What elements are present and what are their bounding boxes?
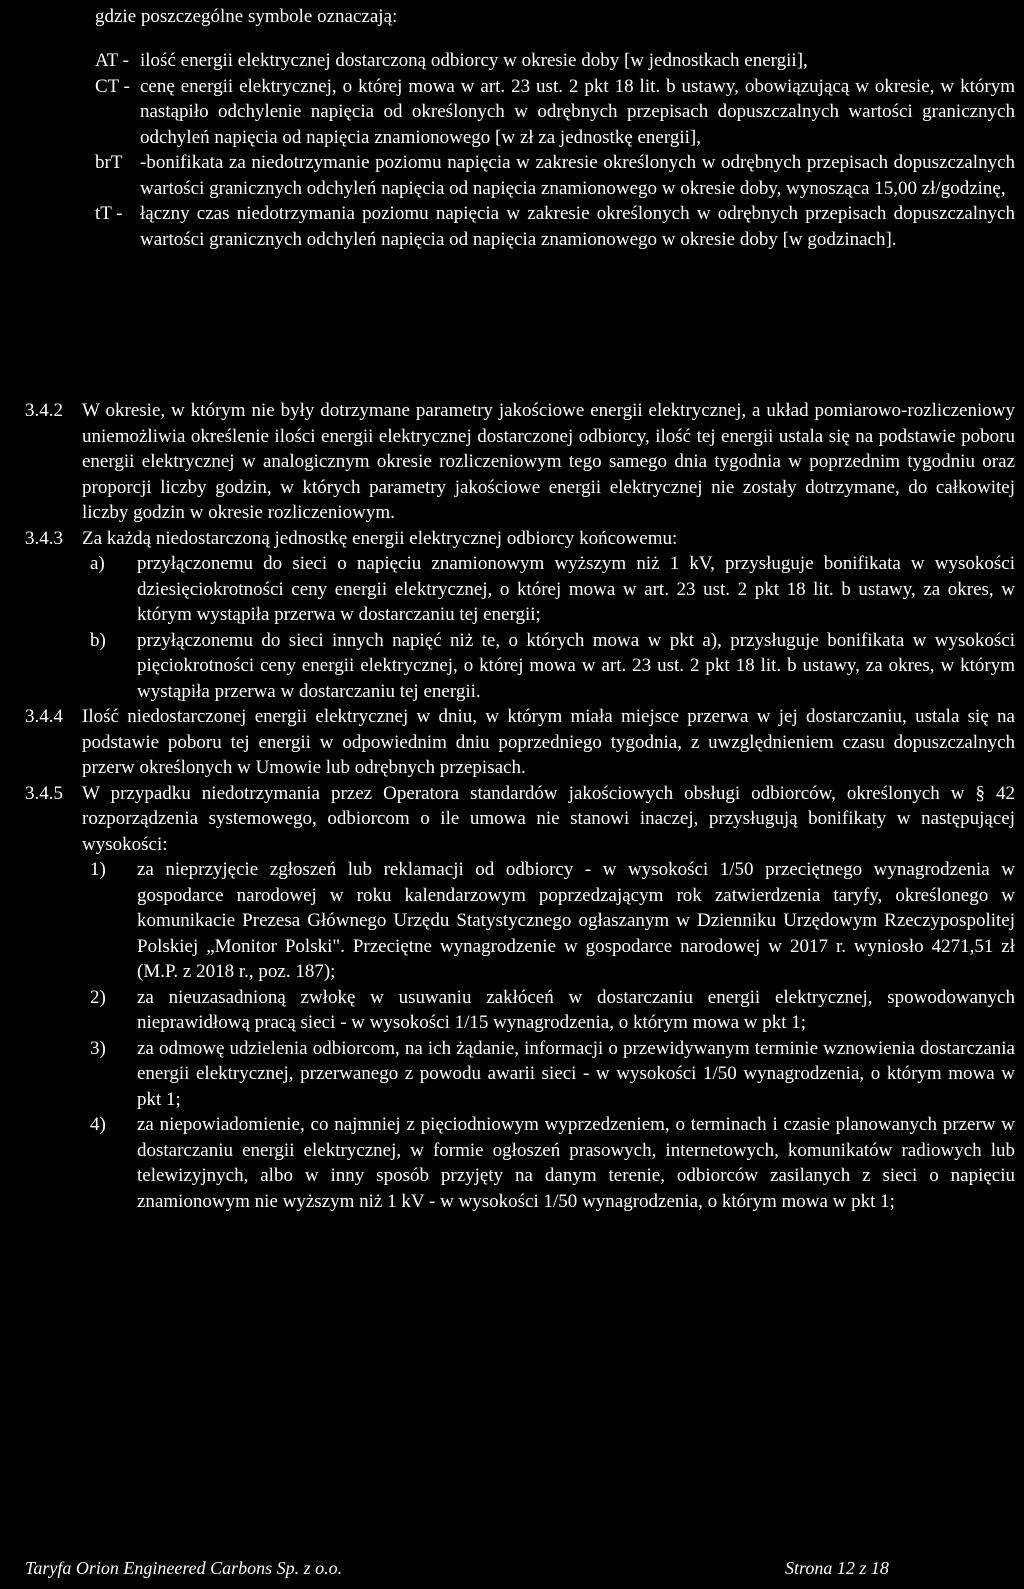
list-item-text: za nieuzasadnioną zwłokę w usuwaniu zakłóceń w dostarczaniu energii elektrycznej, spowodowanych nieprawidłową pracą sieci - w wysokości 1/15 wynagrodzenia, o którym mowa w pkt 1; (137, 986, 1015, 1033)
section-3-4-4 (25, 704, 1015, 781)
list-item-label: b) (90, 629, 106, 651)
definition-symbol: CT - (95, 75, 131, 97)
list-item-label: 3) (90, 1037, 106, 1059)
list-item-text: za odmowę udzielenia odbiorcom, na ich żądanie, informacji o przewidywanym terminie wznowienia dostarczania energii elektrycznej, przerwanego z powodu awarii sieci - w wysokości 1/50 wynagrodzenia, o którym mowa w pkt 1; (137, 1037, 1015, 1110)
list-item-label: a) (90, 553, 105, 574)
list-item-text: przyłączonemu do sieci innych napięć niż te, o których mowa w pkt a), przysługuje bonifikata w wysokości pięciokrotności ceny energii elektrycznej, o której mowa w art. 23 ust. 2 pkt 18 lit. b ustawy, za okres, w którym wystąpiła przerwa w dostarczaniu tej energii. (137, 629, 1015, 702)
definition-symbol: tT - (95, 203, 123, 224)
definition-text: ilość energii elektrycznej dostarczoną odbiorcy w okresie doby [w jednostkach energii], (140, 50, 808, 71)
list-item-label: 4) (90, 1114, 106, 1135)
sections (25, 398, 1015, 1214)
footer-document-title: Taryfa Orion Engineered Carbons Sp. z o.o. (25, 1558, 343, 1578)
list-item (82, 985, 1015, 1036)
list-item (82, 628, 1015, 705)
section-number: 3.4.3 (25, 527, 63, 549)
list-item (82, 1036, 1015, 1113)
list-item (82, 551, 1015, 628)
list-item-text: za nieprzyjęcie zgłoszeń lub reklamacji od odbiorcy - w wysokości 1/50 przeciętnego wynagrodzenia w gospodarce narodowej w roku kalendarzowym poprzedzającym rok zatwierdzenia taryfy, określonego w komunikacie Prezesa Głównego Urzędu Statystycznego ogłaszanym w Dzienniku Urzędowym Rzeczypospolitej Polskiej „Monitor Polski". Przeciętne wynagrodzenie w gospodarce narodowej w 2017 r. wyniosło 4271,51 zł (M.P. z 2018 r., poz. 187); (137, 859, 1015, 982)
definition-text: łączny czas niedotrzymania poziomu napięcia w zakresie określonych w odrębnych przepisach dopuszczalnych wartości granicznych odchyleń napięcia od napięcia znamionowego w okresie doby [w godzinach]. (140, 203, 1015, 250)
intro-text: gdzie poszczególne symbole oznaczają: (95, 6, 398, 27)
section-text: Za każdą niedostarczoną jednostkę energii elektrycznej odbiorcy końcowemu: (82, 527, 678, 549)
list-item (82, 1112, 1015, 1214)
symbol-definitions (95, 48, 1015, 252)
section-3-4-5 (25, 781, 1015, 1215)
definition-item (95, 150, 1015, 201)
section-3-4-2 (25, 398, 1015, 526)
section-text: W okresie, w którym nie były dotrzymane parametry jakościowe energii elektrycznej, a układ pomiarowo-rozliczeniowy uniemożliwia określenie ilości energii elektrycznej dostarczonej odbiorcy, ilość tej energii ustala się na podstawie poboru energii elektrycznej w analogicznym okresie rozliczeniowym tego samego dnia tygodnia w poprzednim tygodniu oraz proporcji liczby godzin, w których parametry jakościowe energii elektrycznej nie zostały dotrzymane, do całkowitej liczby godzin w okresie rozliczeniowym. (82, 400, 1015, 523)
section-text: Ilość niedostarczonej energii elektrycznej w dniu, w którym miała miejsce przerwa w jej dostarczaniu, ustala się na podstawie poboru tej energii w odpowiednim dniu poprzedniego tygodnia, z uwzględnieniem czasu dopuszczalnych przerw określonych w Umowie lub odrębnych przepisach. (82, 706, 1015, 778)
list-item-label: 2) (90, 986, 106, 1008)
list-item-label: 1) (90, 859, 106, 880)
definition-item (95, 74, 1015, 151)
section-3-4-3 (25, 526, 1015, 705)
definition-item (95, 48, 1015, 74)
definition-text: -bonifikata za niedotrzymanie poziomu napięcia w zakresie określonych w odrębnych przepisach dopuszczalnych wartości granicznych odchyleń napięcia od napięcia znamionowego w okresie doby, wynosząca 15,00 zł/godzinę, (140, 152, 1015, 199)
section-number: 3.4.5 (25, 782, 63, 804)
definition-item (95, 201, 1015, 252)
definition-text: cenę energii elektrycznej, o której mowa w art. 23 ust. 2 pkt 18 lit. b ustawy, obowiązującą w okresie, w którym nastąpiło odchylenie napięcia od określonych w odrębnych przepisach dopuszczalnych wartości granicznych odchyleń napięcia od napięcia znamionowego [w zł za jednostkę energii], (140, 75, 1015, 148)
definition-symbol: AT - (95, 50, 129, 71)
footer-page-number: Strona 12 z 18 (785, 1558, 889, 1578)
section-text: W przypadku niedotrzymania przez Operatora standardów jakościowych obsługi odbiorców, określonych w § 42 rozporządzenia systemowego, odbiorcom o ile umowa nie stanowi inaczej, przysługują bonifikaty w następującej wysokości: (82, 782, 1015, 855)
definition-symbol: brT (95, 152, 123, 173)
list-item-text: za niepowiadomienie, co najmniej z pięciodniowym wyprzedzeniem, o terminach i czasie planowanych przerw w dostarczaniu energii elektrycznej, w formie ogłoszeń prasowych, internetowych, komunikatów radiowych lub telewizyjnych, albo w inny sposób przyjęty na danym terenie, odbiorców zasilanych z sieci o napięciu znamionowym nie wyższym niż 1 kV - w wysokości 1/50 wynagrodzenia, o którym mowa w pkt 1; (137, 1114, 1015, 1212)
list-item (82, 857, 1015, 985)
section-number: 3.4.2 (25, 400, 63, 421)
list-item-text: przyłączonemu do sieci o napięciu znamionowym wyższym niż 1 kV, przysługuje bonifikata w wysokości dziesięciokrotności ceny energii elektrycznej, o której mowa w art. 23 ust. 2 pkt 18 lit. b ustawy, za okres, w którym wystąpiła przerwa w dostarczaniu tej energii; (137, 553, 1015, 625)
section-number: 3.4.4 (25, 706, 63, 727)
